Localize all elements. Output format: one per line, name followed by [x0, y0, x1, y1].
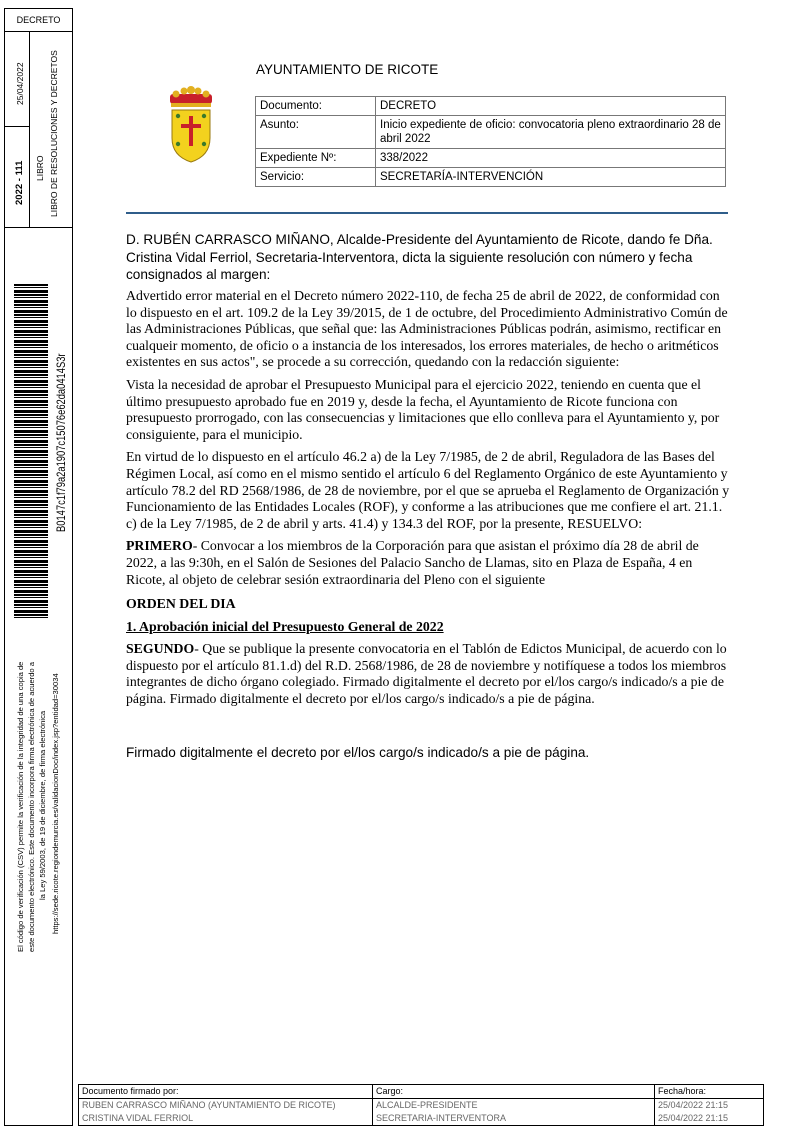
meta-row — [256, 149, 726, 168]
meta-value: SECRETARÍA-INTERVENCIÓN — [376, 168, 726, 187]
primero-text: - Convocar a los miembros de la Corporación para que asistan el próximo día 28 de abril de 2022, a las 9:30h, en el Salón de Sesiones del Palacio Sancho de Llamas, sito en Plaza de España, 4 en Ricote, al objeto de celebrar sesión extraordinaria del Pleno con el siguiente — [126, 538, 699, 587]
meta-row — [256, 97, 726, 116]
register-box — [5, 31, 72, 228]
signed-at: 25/04/2022 21:15 — [655, 1112, 764, 1126]
meta-row — [256, 168, 726, 187]
meta-value: Inicio expediente de oficio: convocatoria pleno extraordinario 28 de abril 2022 — [376, 116, 726, 149]
meta-value: 338/2022 — [376, 149, 726, 168]
csv-code: B0147c1f79a2a1907c15076e62da0414S3r — [54, 353, 68, 532]
segundo-paragraph — [126, 641, 732, 707]
orden-item: 1. Aprobación inicial del Presupuesto General de 2022 — [126, 618, 444, 634]
csv-note-2: este documento electrónico. Este documento incorpora firma electrónica de acuerdo a — [27, 662, 36, 952]
datetime-header: Fecha/hora: — [655, 1085, 764, 1099]
signer-header: Documento firmado por: — [79, 1085, 373, 1099]
decree-number: 2022 - 111 — [14, 160, 25, 205]
orden-title: ORDEN DEL DIA — [126, 596, 236, 612]
paragraph: Advertido error material en el Decreto número 2022-110, de fecha 25 de abril de 2022, de conformidad con lo dispuesto en el art. 109.2 de la Ley 39/2015, de 1 de octubre, del Procedimiento Administrativo Común de las Administraciones Públicas, que señal que: las Administraciones Públicas podrán, asimismo, rectificar en cualqueir momento, de oficio o a instancia de los interesados, los errores materiales, de hecho o aritméticos existentes en sus actos", se procede a su corrección, quedando con la redacción siguiente: — [126, 288, 728, 370]
meta-label: Servicio: — [256, 168, 376, 187]
signer-name: RUBEN CARRASCO MIÑANO (AYUNTAMIENTO DE RICOTE) — [79, 1099, 373, 1113]
meta-row — [256, 116, 726, 149]
csv-note-3: la Ley 59/2003, de 19 de diciembre, de firma electrónica — [38, 710, 47, 900]
signature-table — [78, 1084, 764, 1126]
paragraph: En virtud de lo dispuesto en el artículo 46.2 a) de la Ley 7/1985, de 2 de abril, Reguladora de las Bases del Régimen Local, así como en el mismo sentido el artículo 6 del Reglamento Orgánico de este Ayuntamiento y artículo 78.2 del RD 2568/1986, de 28 de noviembre, por el que se aprueba el Reglamento de Organización y Funcionamiento de las Entidades Locales (ROF), y conforme a las atribuciones que me confiere el art. 21.1. c) de la Ley 7/1985, de 2 de abril y arts. 41.4) y 134.3 del ROF, por la presente, RESUELVO: — [126, 449, 730, 531]
barcode — [14, 284, 48, 620]
signed-at: 25/04/2022 21:15 — [655, 1099, 764, 1113]
signature-row — [79, 1099, 764, 1113]
doc-type-label: DECRETO — [5, 9, 72, 32]
decree-date: 25/04/2022 — [15, 62, 25, 105]
meta-value: DECRETO — [376, 97, 726, 116]
segundo-label: SEGUNDO — [126, 641, 195, 657]
document-meta-table — [255, 96, 726, 187]
primero-label: PRIMERO — [126, 538, 193, 554]
role-header: Cargo: — [373, 1085, 655, 1099]
csv-note-1: El código de verificación (CSV) permite la verificación de la integridad de una copia de — [16, 661, 25, 952]
intro-paragraph: D. RUBÉN CARRASCO MIÑANO, Alcalde-Presidente del Ayuntamiento de Ricote, dando fe Dña. Cristina Vidal Ferriol, Secretaria-Interventora, dicta la siguiente resolución con número y fecha consignados al margen: — [126, 232, 713, 282]
csv-url[interactable]: https://sede.ricote.regiondemurcia.es/validacionDoc/index.jsp?entidad=30034 — [51, 673, 60, 934]
coat-of-arms-icon — [166, 86, 216, 166]
signature-note: Firmado digitalmente el decreto por el/los cargo/s indicado/s a pie de página. — [126, 745, 590, 760]
meta-label: Documento: — [256, 97, 376, 116]
org-title: AYUNTAMIENTO DE RICOTE — [256, 62, 439, 77]
signer-role: ALCALDE-PRESIDENTE — [373, 1099, 655, 1113]
header-divider — [126, 212, 728, 214]
signer-name: CRISTINA VIDAL FERRIOL — [79, 1112, 373, 1126]
meta-label: Asunto: — [256, 116, 376, 149]
meta-label: Expediente Nº: — [256, 149, 376, 168]
book-short: LIBRO — [35, 155, 45, 181]
signer-role: SECRETARIA-INTERVENTORA — [373, 1112, 655, 1126]
signature-row — [79, 1112, 764, 1126]
decree-body — [126, 288, 732, 714]
primero-paragraph — [126, 538, 732, 588]
paragraph: Vista la necesidad de aprobar el Presupuesto Municipal para el ejercicio 2022, teniendo en cuenta que el último presupuesto aprobado fue en 2019 y, desde la fecha, el Ayuntamiento de Ricote funciona con presupuesto prorrogado, con las consecuencias y limitaciones que ello conlleva para el Ayuntamiento y, por consiguiente, para el municipio. — [126, 376, 720, 442]
book-full: LIBRO DE RESOLUCIONES Y DECRETOS — [49, 50, 59, 217]
segundo-text: - Que se publique la presente convocatoria en el Tablón de Edictos Municipal, de acuerdo con lo dispuesto por el artículo 81.1.d) del R.D. 2568/1986, de 28 de noviembre y notifíquese a todos los miembros integrantes de dicho órgano colegiado. Firmado digitalmente el decreto por el/los cargo/s indicado/s a pie de página. Firmado digitalmente el decreto por el/los cargo/s indicado/s a pie de página. — [126, 641, 727, 707]
signature-header-row — [79, 1085, 764, 1099]
